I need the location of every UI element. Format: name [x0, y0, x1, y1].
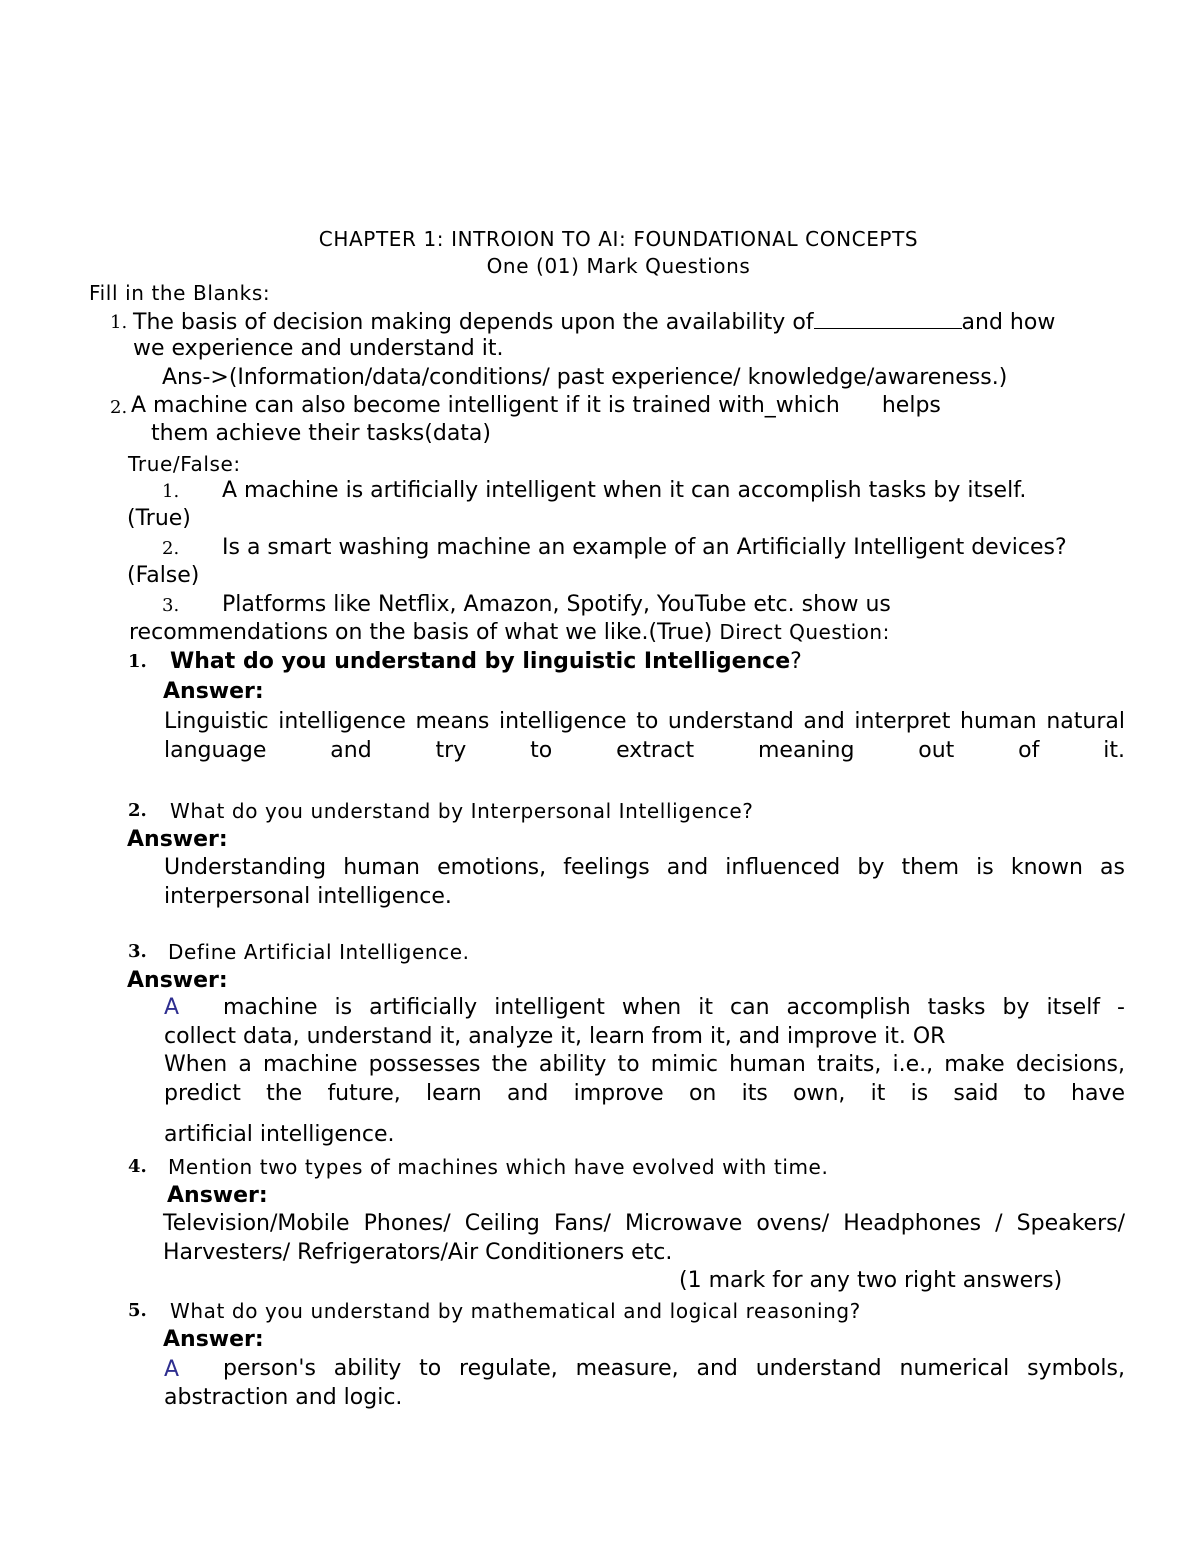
dq5-number: 5.	[128, 1300, 147, 1321]
tf-item-2-text: Is a smart washing machine an example of an Artificially Intelligent devices?	[222, 535, 1067, 560]
fib-q1-number: 1.	[110, 312, 128, 333]
fib-q2-text-b: helps	[881, 393, 941, 418]
fib-q1-answer: Ans->(Information/data/conditions/ past experience/ knowledge/awareness.)	[162, 365, 1008, 390]
fib-q2-number: 2.	[110, 397, 128, 418]
dq2-answer-label: Answer:	[127, 827, 228, 852]
true-false-heading: True/False:	[128, 452, 241, 476]
dq5-answer-first-letter: A	[164, 1357, 180, 1382]
dq2-answer: Understanding human emotions, feelings and influenced by them is known as interpersonal intelligence.	[164, 855, 1125, 909]
tf-item-2-answer: (False)	[127, 563, 200, 588]
direct-question-heading: Direct Question:	[719, 620, 890, 644]
dq3-number: 3.	[128, 941, 147, 962]
dq2-question: What do you understand by Interpersonal Intelligence?	[170, 799, 754, 823]
dq5-answer: person's ability to regulate, measure, and understand numerical symbols, abstraction and logic.	[164, 1356, 1125, 1410]
chapter-title: CHAPTER 1: INTROION TO AI: FOUNDATIONAL CONCEPTS	[318, 227, 919, 251]
dq3-answer-first-letter: A	[164, 995, 180, 1020]
fill-blanks-heading: Fill in the Blanks:	[89, 281, 271, 305]
fib-q1-text-a: The basis of decision making depends upon the availability of	[133, 310, 814, 335]
dq3-answer-last: artificial intelligence.	[164, 1122, 395, 1147]
dq1-question-mark: ?	[790, 649, 802, 674]
tf-item-1-answer: (True)	[127, 506, 191, 531]
dq1-question	[170, 651, 802, 673]
fib-q1-text	[133, 310, 1055, 334]
dq4-answer-label: Answer:	[167, 1183, 268, 1208]
fib-q1-blank-line	[814, 310, 962, 329]
dq1-number: 1.	[128, 651, 147, 672]
dq4-marking-note: (1 mark for any two right answers)	[679, 1268, 1063, 1293]
dq2-number: 2.	[128, 800, 147, 821]
tf-item-3-answer	[129, 622, 890, 644]
fib-q2-text	[131, 395, 941, 417]
dq3-question: Define Artificial Intelligence.	[168, 940, 470, 964]
dq4-answer: Television/Mobile Phones/ Ceiling Fans/ Microwave ovens/ Headphones / Speakers/ Harvesters/ Refrigerators/Air Conditioners etc.	[163, 1211, 1125, 1265]
dq1-answer-label: Answer:	[163, 679, 264, 704]
dq4-number: 4.	[128, 1156, 147, 1177]
fib-q1-text-b: and how	[961, 310, 1056, 335]
tf-item-1-number: 1.	[162, 481, 180, 502]
dq5-answer-label: Answer:	[163, 1327, 264, 1352]
fib-q1-line2: we experience and understand it.	[133, 336, 504, 361]
dq3-answer-label: Answer:	[127, 968, 228, 993]
dq3-answer-para2: When a machine possesses the ability to mimic human traits, i.e., make decisions, predict the future, learn and improve on its own, it is said to have	[164, 1052, 1125, 1106]
section-subtitle: One (01) Mark Questions	[486, 254, 751, 278]
dq1-question-text: What do you understand by linguistic Intelligence	[170, 649, 791, 674]
tf-item-3-text: Platforms like Netflix, Amazon, Spotify, YouTube etc. show us	[222, 592, 891, 617]
tf-item-3-answer-text: recommendations on the basis of what we like.(True)	[129, 620, 713, 645]
dq5-question: What do you understand by mathematical and logical reasoning?	[170, 1299, 861, 1323]
fib-q2-text-a: A machine can also become intelligent if it is trained with_which	[131, 393, 840, 418]
dq3-answer-line1: machine is artificially intelligent when it can accomplish tasks by itself -	[223, 995, 1125, 1020]
tf-item-1-text: A machine is artificially intelligent when it can accomplish tasks by itself.	[222, 478, 1027, 503]
dq4-question: Mention two types of machines which have evolved with time.	[168, 1155, 829, 1179]
dq1-answer: Linguistic intelligence means intelligence to understand and interpret human natural language and try to extract meaning out of it.	[164, 709, 1125, 763]
tf-item-2-number: 2.	[162, 538, 180, 559]
tf-item-3-number: 3.	[162, 595, 180, 616]
dq3-answer-line2: collect data, understand it, analyze it, learn from it, and improve it. OR	[164, 1024, 946, 1049]
fib-q2-line2: them achieve their tasks(data)	[151, 421, 491, 446]
